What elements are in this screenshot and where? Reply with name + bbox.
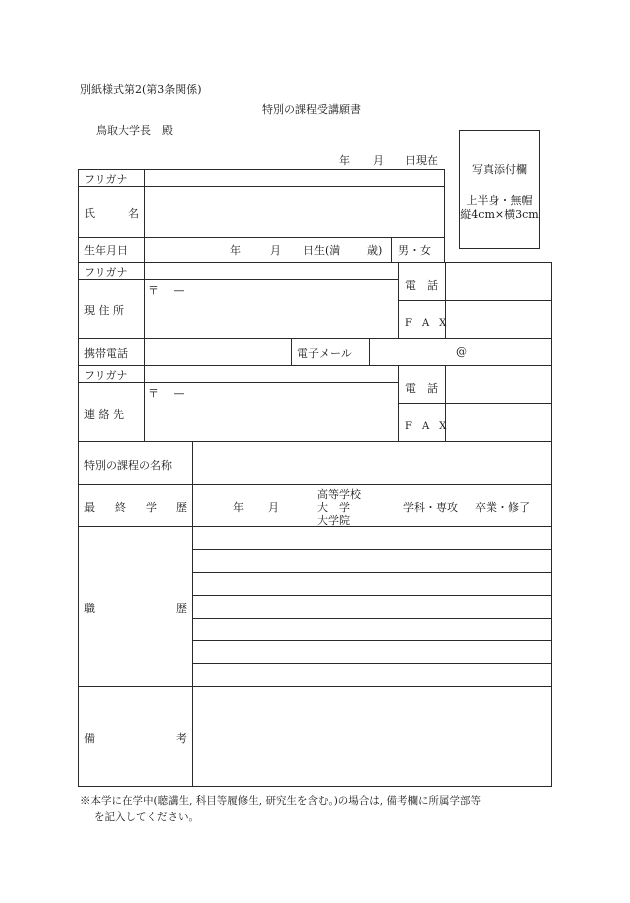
- addressee: 鳥取大学長 殿: [96, 124, 173, 137]
- education-label-4: 歴: [176, 501, 187, 514]
- mobile-phone-label: 携帯電話: [84, 347, 128, 360]
- education-label-3: 学: [146, 501, 157, 514]
- remarks-label-2: 考: [176, 732, 187, 745]
- remarks-input[interactable]: [194, 688, 550, 785]
- photo-box-line1: 上半身・無帽: [466, 194, 533, 207]
- footnote-line1: ※本学に在学中(聴講生, 科目等履修生, 研究生を含む。)の場合は, 備考欄に所属学部等: [80, 795, 481, 807]
- gender-selector[interactable]: 男・女: [398, 244, 431, 257]
- education-label-2: 終: [115, 501, 126, 514]
- school-type-grad: 大学院: [317, 514, 350, 527]
- address-postal[interactable]: 〒 —: [148, 284, 185, 297]
- birthdate-label: 生年月日: [84, 244, 128, 257]
- school-type-high: 高等学校: [317, 488, 361, 501]
- date-year: 年: [339, 154, 350, 167]
- contact-fax-label: F A X: [405, 421, 447, 432]
- education-month-unit: 月: [268, 501, 279, 514]
- education-status: 卒業・修了: [475, 501, 530, 514]
- career-label-1: 職: [84, 602, 95, 615]
- contact-label: 連 絡 先: [84, 408, 124, 421]
- contact-fax-input[interactable]: [447, 405, 550, 440]
- education-dept: 学科・専攻: [403, 501, 458, 514]
- furigana-label: フリガナ: [84, 173, 128, 186]
- career-label-2: 歴: [176, 602, 187, 615]
- contact-tel-label: 電 話: [405, 382, 438, 395]
- footnote-line2: を記入してください。: [94, 811, 199, 823]
- contact-furigana-label: フリガナ: [84, 369, 128, 382]
- name-label-shi: 氏: [84, 207, 95, 220]
- furigana-input[interactable]: [146, 170, 443, 185]
- form-reference: 別紙様式第2(第3条関係): [80, 83, 202, 96]
- address-fax-input[interactable]: [447, 302, 550, 337]
- career-rows[interactable]: [194, 528, 550, 685]
- school-type-univ: 大 学: [317, 501, 350, 514]
- remarks-label-1: 備: [84, 732, 95, 745]
- email-label: 電子メール: [297, 347, 352, 360]
- birth-day-age: 日生(満: [303, 244, 341, 257]
- course-name-label: 特別の課程の名称: [84, 459, 172, 472]
- education-year-unit: 年: [233, 501, 244, 514]
- photo-box-title: 写真添付欄: [472, 163, 527, 176]
- photo-attachment-box[interactable]: [459, 130, 540, 249]
- address-furigana-label: フリガナ: [84, 266, 128, 279]
- email-at-mark: @: [456, 345, 467, 358]
- address-fax-label: F A X: [405, 318, 447, 329]
- course-name-input[interactable]: [194, 443, 550, 483]
- name-input[interactable]: [146, 188, 443, 236]
- age-unit: 歳): [367, 244, 383, 257]
- address-tel-input[interactable]: [447, 264, 550, 299]
- contact-tel-input[interactable]: [447, 367, 550, 402]
- name-label-mei: 名: [128, 207, 139, 220]
- photo-box-line2: 縦4cm×横3cm: [460, 208, 539, 221]
- education-label-1: 最: [84, 501, 95, 514]
- mobile-phone-input[interactable]: [146, 340, 290, 364]
- birth-year-unit: 年: [230, 244, 241, 257]
- birth-month-unit: 月: [270, 244, 281, 257]
- date-day-current: 日現在: [405, 154, 438, 167]
- address-label: 現 住 所: [84, 304, 124, 317]
- contact-postal[interactable]: 〒 —: [148, 387, 185, 400]
- date-month: 月: [373, 154, 384, 167]
- address-tel-label: 電 話: [405, 279, 438, 292]
- form-title: 特別の課程受講願書: [262, 103, 361, 116]
